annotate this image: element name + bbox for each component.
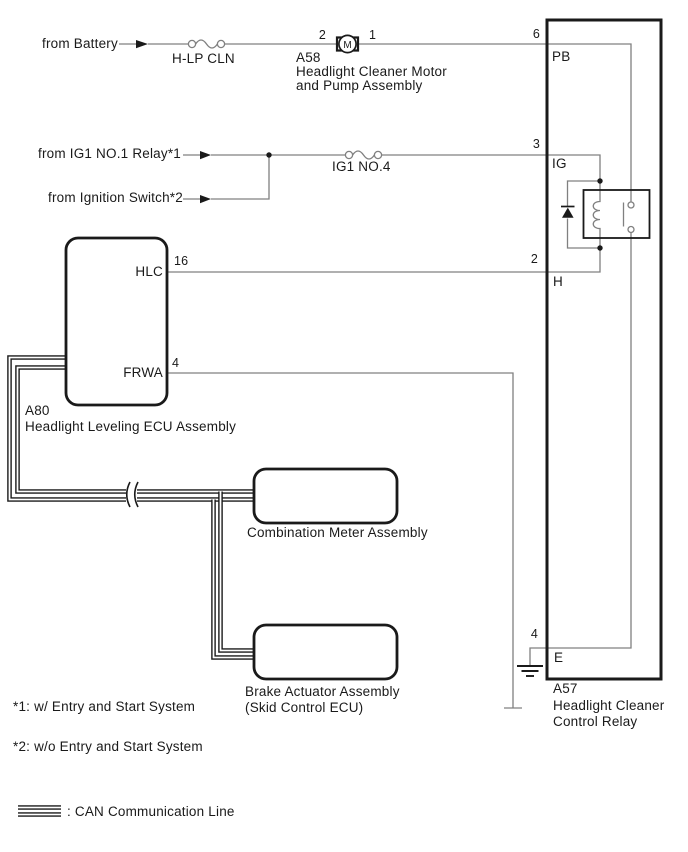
can-branch-right xyxy=(221,492,256,651)
fuse-hlp-element xyxy=(196,40,218,48)
relay-switch-contact-bottom xyxy=(628,227,634,233)
relay-pin-3-label: 3 xyxy=(532,137,540,151)
motor-letter: M xyxy=(343,39,352,51)
a80-name-label: Headlight Leveling ECU Assembly xyxy=(25,419,237,434)
can-branch-right-core xyxy=(221,492,256,651)
relay-port-e-label: E xyxy=(554,650,564,665)
wire-ignition-to-junction xyxy=(211,155,269,199)
relay-port-pb-label: PB xyxy=(552,49,571,64)
ecu-port-hlc-label: HLC xyxy=(135,264,163,279)
fuse-ig1-no4-label: IG1 NO.4 xyxy=(332,159,391,174)
fuse-ig1-terminal-left xyxy=(345,151,352,158)
fuse-hlp-terminal-left xyxy=(188,40,195,47)
ig1-feed-label: from IG1 NO.1 Relay*1 xyxy=(38,146,181,161)
battery-feed-label: from Battery xyxy=(42,36,118,51)
junction-dot-coil-top xyxy=(597,178,602,183)
diode-icon xyxy=(562,208,574,218)
battery-arrow-head xyxy=(136,40,148,48)
fuse-hlp-terminal-right xyxy=(217,40,224,47)
fuse-ig1-element xyxy=(353,151,375,159)
brake-actuator-label-line2: (Skid Control ECU) xyxy=(245,700,364,715)
fuse-ig1-terminal-right xyxy=(374,151,381,158)
footnote-1: *1: w/ Entry and Start System xyxy=(13,699,196,714)
ecu-port-frwa-label: FRWA xyxy=(123,365,163,380)
motor-pin-2-label: 2 xyxy=(318,28,326,42)
ignition-feed-label: from Ignition Switch*2 xyxy=(48,190,183,205)
ecu-pin-16-label: 16 xyxy=(174,254,189,268)
relay-switch-contact-top xyxy=(628,202,634,208)
brake-actuator-label-line1: Brake Actuator Assembly xyxy=(245,684,400,699)
relay-pin-6-label: 6 xyxy=(532,27,540,41)
a58-name-line1: Headlight Cleaner Motor xyxy=(296,64,447,79)
a57-name-line2: Control Relay xyxy=(553,714,638,729)
ecu-pin-4-label: 4 xyxy=(172,356,180,370)
ig1-arrow-head xyxy=(200,151,211,159)
junction-dot-feed xyxy=(266,152,271,157)
fuse-hlp-cln-label: H-LP CLN xyxy=(172,51,235,66)
a57-name-line1: Headlight Cleaner xyxy=(553,698,665,713)
a57-code-label: A57 xyxy=(553,681,578,696)
relay-a57-box xyxy=(547,20,661,679)
can-legend-icon xyxy=(18,808,61,815)
combination-meter-box xyxy=(254,469,397,523)
footnote-2: *2: w/o Entry and Start System xyxy=(13,739,203,754)
wire-switch-to-ground xyxy=(530,233,631,667)
relay-internals xyxy=(167,178,650,676)
a58-name-line2: and Pump Assembly xyxy=(296,78,423,93)
junction-dot-coil-bottom xyxy=(597,245,602,250)
ignition-arrow-head xyxy=(200,195,211,203)
relay-pin-2-label: 2 xyxy=(530,252,538,266)
brake-actuator-box xyxy=(254,625,397,679)
ig1-circuit xyxy=(183,151,600,203)
ground-icon xyxy=(517,666,543,676)
wire-fuse-to-relay-ig xyxy=(382,155,600,181)
relay-pin-4-label: 4 xyxy=(530,627,538,641)
relay-port-h-label: H xyxy=(553,274,563,289)
a58-code-label: A58 xyxy=(296,50,321,65)
relay-port-ig-label: IG xyxy=(552,156,567,171)
a80-code-label: A80 xyxy=(25,403,50,418)
combination-meter-label: Combination Meter Assembly xyxy=(247,525,428,540)
can-legend-label: : CAN Communication Line xyxy=(67,804,235,819)
motor-pin-1-label: 1 xyxy=(369,28,377,42)
